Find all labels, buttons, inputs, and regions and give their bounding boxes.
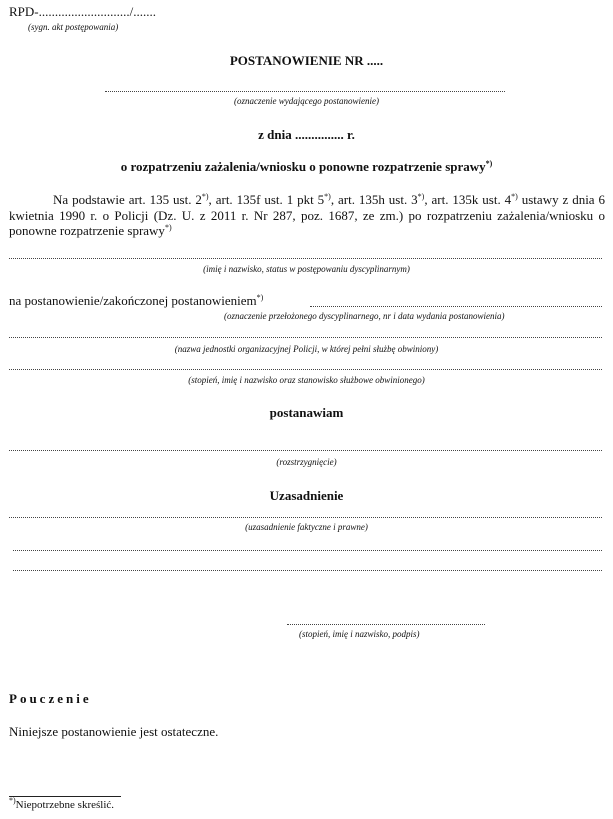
legal-basis-2: , art. 135f ust. 1 pkt 5: [208, 192, 325, 207]
footnote-mark: *): [324, 192, 331, 201]
decision-field: [9, 450, 602, 451]
case-number-caption: (sygn. akt postępowania): [28, 22, 119, 32]
footnote-text: Niepotrzebne skreślić.: [15, 799, 115, 811]
superior-caption: (oznaczenie przełożonego dyscyplinarnego, nr i data wydania postanowienia): [224, 311, 505, 321]
subject-text: o rozpatrzeniu zażalenia/wniosku o ponowne rozpatrzenie sprawy: [120, 159, 486, 174]
decision-heading: postanawiam: [269, 405, 344, 420]
footnote-mark: *): [417, 192, 425, 201]
unit-field: [9, 337, 602, 338]
legal-basis-paragraph: [9, 192, 605, 239]
justification-heading: Uzasadnienie: [269, 488, 344, 503]
person-field: [9, 258, 602, 259]
footnote-mark: *): [256, 293, 264, 302]
signature-caption: (stopień, imię i nazwisko, podpis): [299, 629, 420, 639]
footnote-mark: *): [511, 192, 518, 201]
legal-basis-1: Na podstawie art. 135 ust. 2: [53, 192, 202, 207]
unit-caption: (nazwa jednostki organizacyjnej Policji, w której pełni służbę obwiniony): [174, 344, 439, 354]
case-number: RPD-............................/.......: [9, 4, 156, 19]
footnote: [9, 796, 115, 811]
legal-basis-5: ustawy z dnia 6 kwietnia 1990 r. o Policji (Dz. U. z 2011 r. Nr 287, poz. 1687, ze zm.) po rozpatrzeniu zażalenia/wniosku o ponowne rozpatrzenie sprawy: [9, 192, 605, 238]
issuer-caption: (oznaczenie wydającego postanowienie): [234, 96, 379, 106]
signature-field: [287, 624, 485, 625]
subject-line: [0, 159, 613, 175]
instruction-heading: Pouczenie: [9, 691, 92, 706]
footnote-mark: *): [201, 192, 209, 201]
on-decision-text: na postanowienie/zakończonej postanowieniem: [9, 293, 257, 308]
on-decision-label: [9, 293, 263, 309]
footnote-mark: *): [485, 159, 493, 168]
legal-basis-4: , art. 135k ust. 4: [424, 192, 512, 207]
justification-caption: (uzasadnienie faktyczne i prawne): [245, 522, 368, 532]
decision-caption: (rozstrzygnięcie): [276, 457, 337, 467]
person-caption: (imię i nazwisko, status w postępowaniu dyscyplinarnym): [203, 264, 410, 274]
justification-field-1: [9, 517, 602, 518]
footnote-mark: *): [164, 223, 172, 232]
document-title: POSTANOWIENIE NR .....: [229, 53, 384, 68]
issuer-field: [105, 91, 505, 92]
rank-caption: (stopień, imię i nazwisko oraz stanowisko służbowe obwinionego): [188, 375, 425, 385]
date-line: z dnia ............... r.: [258, 127, 355, 142]
justification-field-3: [13, 570, 602, 571]
rank-field: [9, 369, 602, 370]
instruction-text: Niniejsze postanowienie jest ostateczne.: [9, 724, 219, 739]
footnote-rule: [9, 796, 121, 797]
justification-field-2: [13, 550, 602, 551]
footnote-mark: *): [9, 796, 16, 805]
on-decision-field: [310, 306, 602, 307]
legal-basis-3: , art. 135h ust. 3: [330, 192, 418, 207]
